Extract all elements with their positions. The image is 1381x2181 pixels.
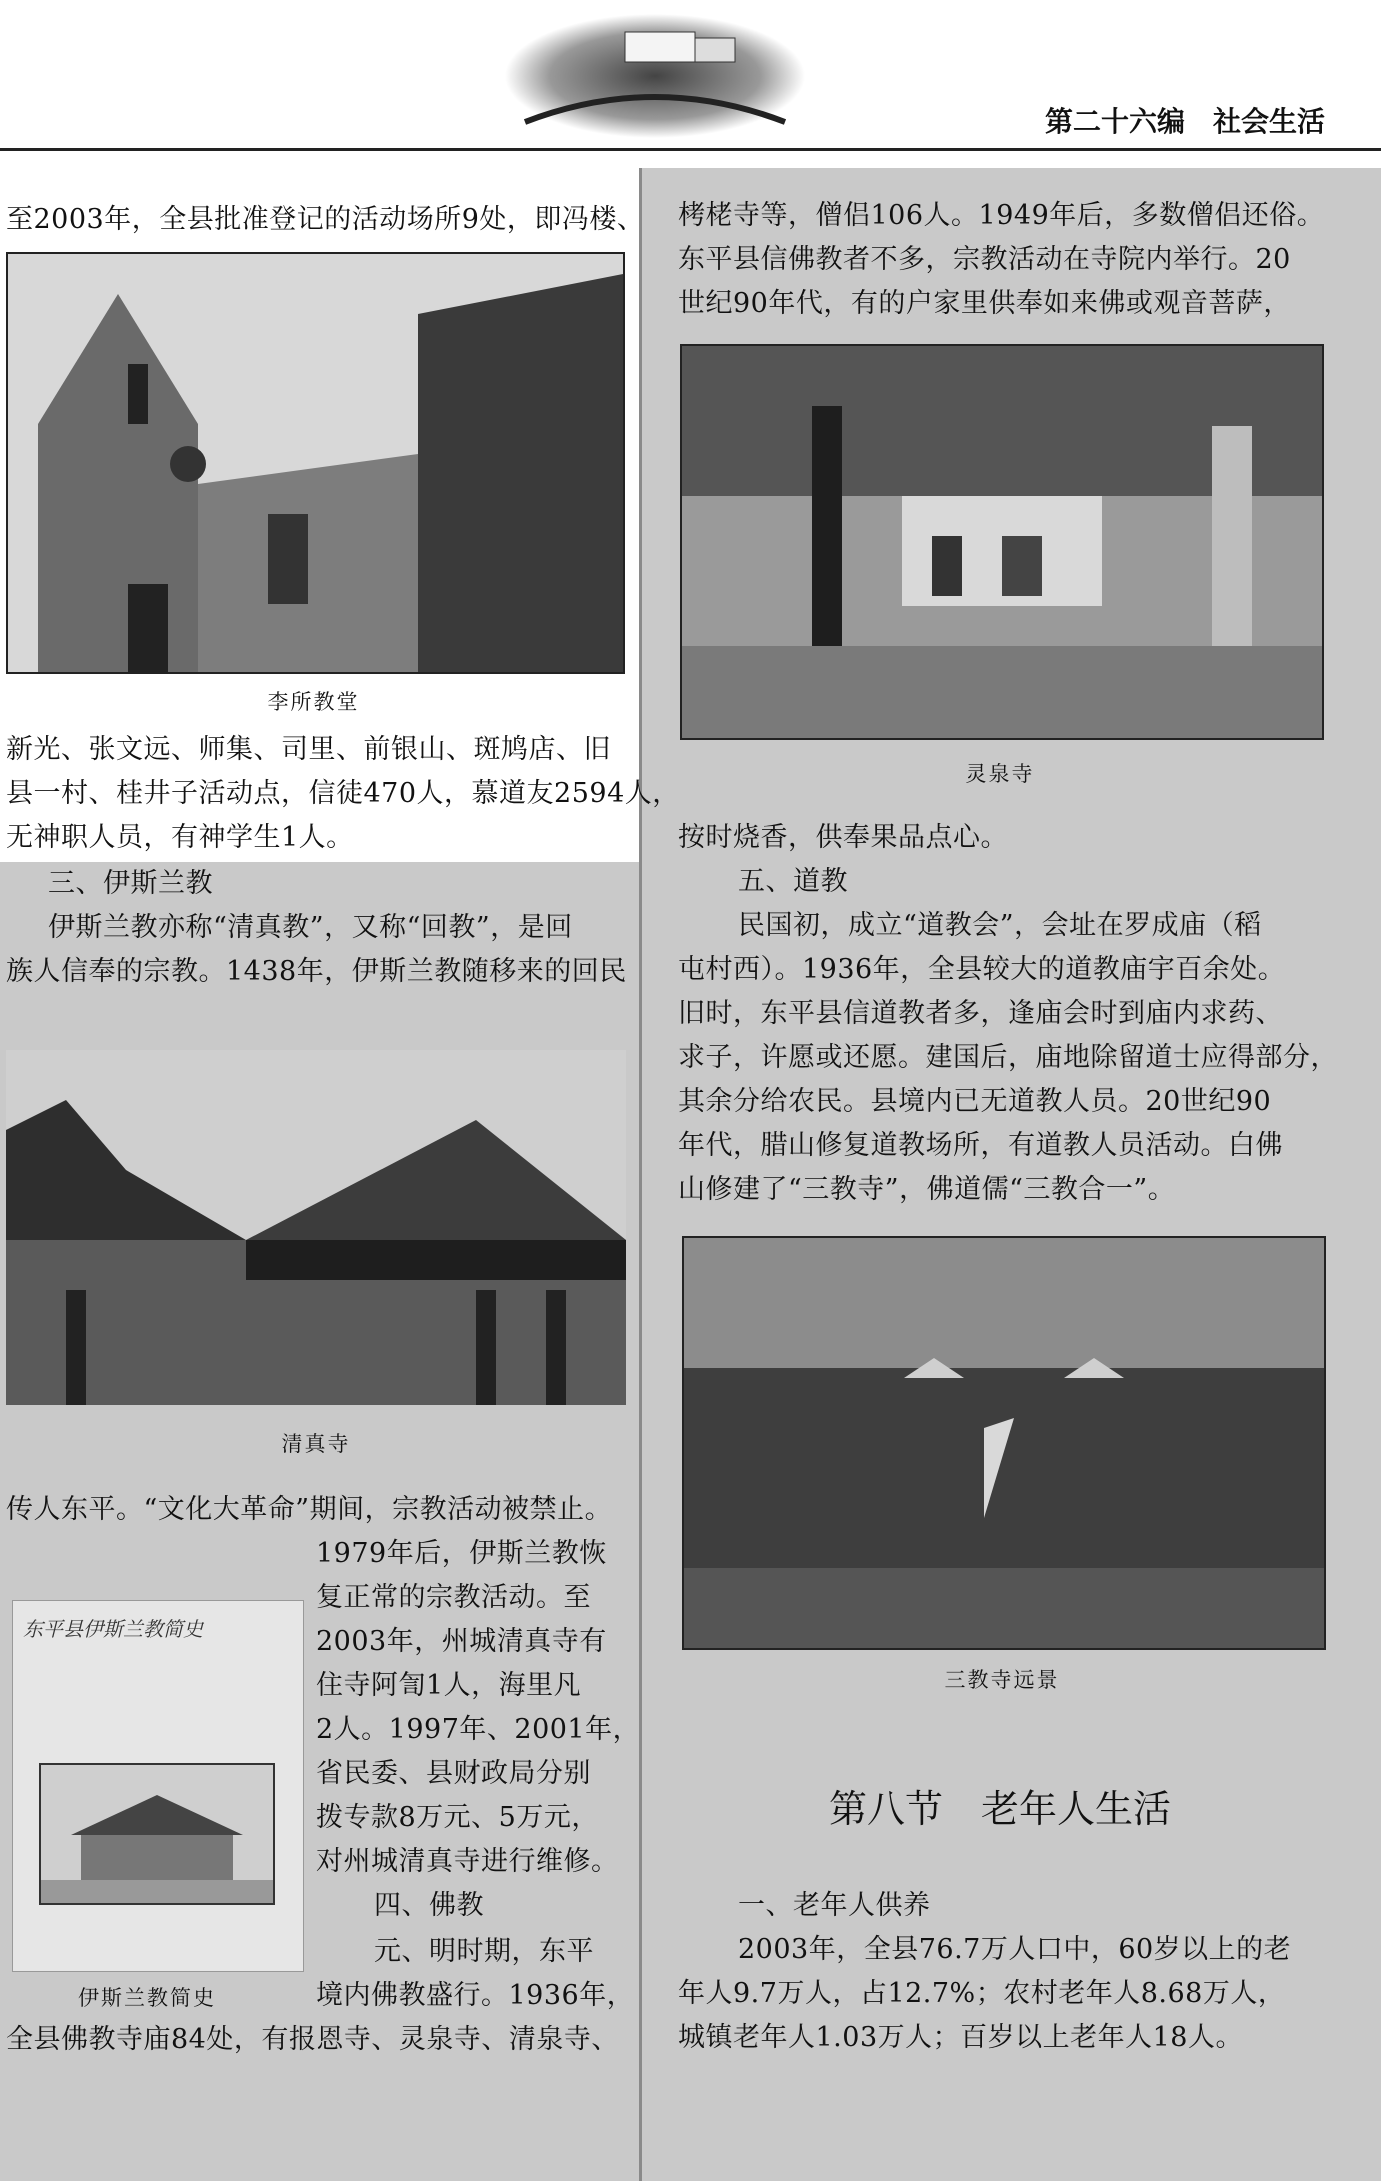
section-title: 第八节 老年人生活: [828, 1787, 1171, 1831]
taoism-para-1: 民国初，成立“道教会”，会址在罗成庙（稻: [738, 910, 1262, 941]
book-cover-photo: [39, 1763, 275, 1905]
column-divider: [639, 168, 642, 2181]
islam-heading: 三、伊斯兰教: [48, 868, 213, 899]
taoism-heading: 五、道教: [738, 866, 848, 897]
islam-cont-right-6: 省民委、县财政局分别: [316, 1758, 591, 1789]
buddhism-para-right-1: 元、明时期，东平: [374, 1936, 594, 1967]
photo-lisuo-church: [6, 252, 625, 674]
photo-sanjiao-temple: [682, 1236, 1326, 1650]
elder-heading: 一、老年人供养: [738, 1890, 931, 1921]
book-cover-islam-history: [12, 1600, 304, 1972]
left-para-after-photo1-2: 县一村、桂井子活动点，信徒470人，慕道友2594人，: [6, 778, 680, 809]
photo-sanjiao-caption: 三教寺远景: [944, 1668, 1060, 1692]
islam-cont-right-2: 复正常的宗教活动。至: [316, 1582, 591, 1613]
islam-cont-right-5: 2人。1997年、2001年，: [316, 1714, 641, 1745]
right-top-line-1: 栲栳寺等，僧侣106人。1949年后，多数僧侣还俗。: [678, 200, 1325, 231]
islam-cont-right-4: 住寺阿訇1人，海里凡: [316, 1670, 582, 1701]
photo-lisuo-caption: 李所教堂: [267, 690, 360, 714]
taoism-para-6: 年代，腊山修复道教场所，有道教人员活动。白佛: [678, 1130, 1283, 1161]
islam-para-1: 伊斯兰教亦称“清真教”，又称“回教”，是回: [48, 912, 573, 943]
elder-para-1: 2003年，全县76.7万人口中，60岁以上的老: [738, 1934, 1292, 1965]
taoism-para-7: 山修建了“三教寺”，佛道儒“三教合一”。: [678, 1174, 1176, 1205]
taoism-para-4: 求子，许愿或还愿。建国后，庙地除留道士应得部分，: [678, 1042, 1338, 1073]
islam-cont-right-1: 1979年后，伊斯兰教恢: [316, 1538, 607, 1569]
left-para-after-photo1-3: 无神职人员，有神学生1人。: [6, 822, 354, 853]
photo-mosque-caption: 清真寺: [281, 1432, 351, 1456]
right-top-line-2: 东平县信佛教者不多，宗教活动在寺院内举行。20: [678, 244, 1291, 275]
islam-cont-right-7: 拨专款8万元、5万元，: [316, 1802, 599, 1833]
left-para-after-photo1-1: 新光、张文远、师集、司里、前银山、斑鸠店、旧: [6, 734, 611, 765]
right-after-photo3: 按时烧香，供奉果品点心。: [678, 822, 1008, 853]
islam-cont-right-3: 2003年，州城清真寺有: [316, 1626, 607, 1657]
elder-para-2: 年人9.7万人，占12.7%；农村老年人8.68万人，: [678, 1978, 1286, 2009]
taoism-para-5: 其余分给农民。县境内已无道教人员。20世纪90: [678, 1086, 1272, 1117]
header-rule: [0, 148, 1381, 151]
taoism-para-2: 屯村西）。1936年，全县较大的道教庙宇百余处。: [678, 954, 1286, 985]
header-section-title: 第二十六编 社会生活: [1045, 105, 1326, 138]
taoism-para-3: 旧时，东平县信道教者多，逢庙会时到庙内求药、: [678, 998, 1283, 1029]
left-top-line: 至2003年，全县批准登记的活动场所9处，即冯楼、: [6, 204, 645, 235]
buddhism-heading: 四、佛教: [374, 1890, 484, 1921]
islam-para-2: 族人信奉的宗教。1438年，伊斯兰教随移来的回民: [6, 956, 627, 987]
right-top-line-3: 世纪90年代，有的户家里供奉如来佛或观音菩萨，: [678, 288, 1291, 319]
book-cover-title: 东平县伊斯兰教简史: [23, 1617, 203, 1641]
photo-lingquan-temple: [680, 344, 1324, 740]
header-vignette: [505, 12, 805, 140]
buddhism-last-line: 全县佛教寺庙84处，有报恩寺、灵泉寺、清泉寺、: [6, 2024, 619, 2055]
elder-para-3: 城镇老年人1.03万人；百岁以上老年人18人。: [678, 2022, 1243, 2053]
book-cover-caption: 伊斯兰教简史: [78, 1986, 216, 2010]
photo-mosque: [6, 1050, 626, 1405]
photo-lingquan-caption: 灵泉寺: [965, 762, 1035, 786]
islam-cont-right-8: 对州城清真寺进行维修。: [316, 1846, 619, 1877]
islam-cont-full: 传人东平。“文化大革命”期间，宗教活动被禁止。: [6, 1494, 613, 1525]
buddhism-para-right-2: 境内佛教盛行。1936年，: [316, 1980, 635, 2011]
